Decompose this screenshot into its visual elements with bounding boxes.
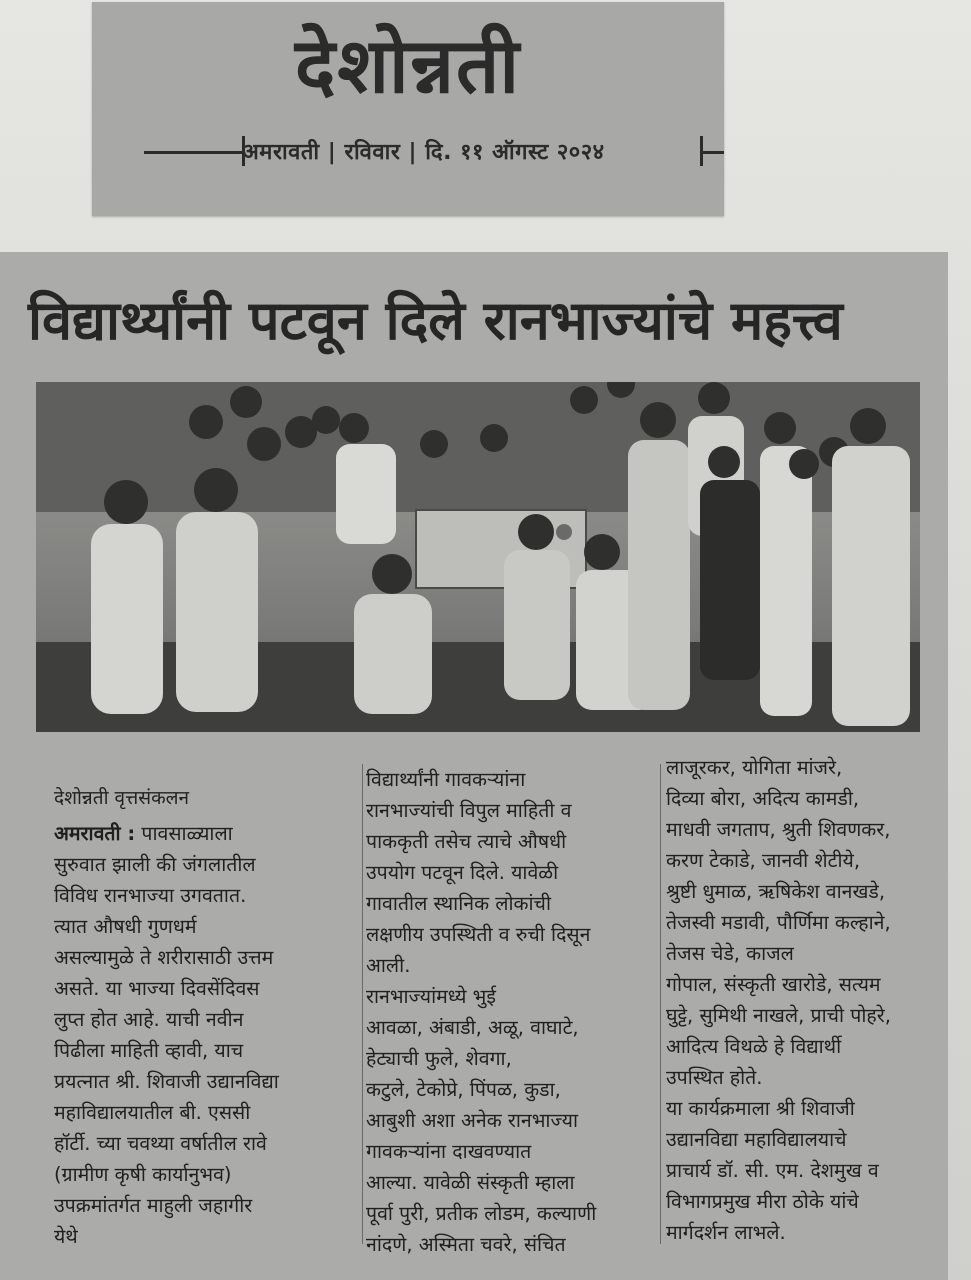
- column-line: (ग्रामीण कृषी कार्यानुभव): [54, 1163, 232, 1186]
- column-line: विविध रानभाज्या उगवतात.: [54, 884, 247, 907]
- article-column-3: [666, 752, 946, 1248]
- column-line: पाककृती तसेच त्याचे औषधी: [366, 830, 567, 853]
- column-line: आली.: [366, 954, 411, 977]
- column-line: रानभाज्यांची विपुल माहिती व: [366, 799, 572, 822]
- column-line: मार्गदर्शन लाभले.: [666, 1221, 786, 1244]
- newspaper-title: देशोन्नती: [294, 21, 522, 110]
- dateline-text: अमरावती | रविवार | दि. ११ ऑगस्ट २०२४: [242, 140, 605, 165]
- column-line: माधवी जगताप, श्रुती शिवणकर,: [666, 818, 891, 841]
- column-line: गावातील स्थानिक लोकांची: [366, 892, 551, 915]
- column-line: आदित्य विथळे हे विद्यार्थी: [666, 1035, 842, 1058]
- news-article: [0, 252, 948, 1280]
- article-column-2: [366, 764, 666, 1260]
- column-line: तेजस चेडे, काजल: [666, 942, 794, 965]
- newspaper-masthead: [92, 2, 724, 216]
- column-line: दिव्या बोरा, अदित्य कामडी,: [666, 787, 860, 810]
- group-photo: [36, 382, 920, 732]
- column-line: तेजस्वी मडावी, पौर्णिमा कल्हाने,: [666, 911, 891, 934]
- column-line: नांदणे, अस्मिता चवरे, संचित: [366, 1233, 566, 1256]
- column-line: करण टेकाडे, जानवी शेटीये,: [666, 849, 861, 872]
- column-line: आवळा, अंबाडी, अळू, वाघाटे,: [366, 1016, 579, 1039]
- article-headline: विद्यार्थ्यांनी पटवून दिले रानभाज्यांचे महत्त्व: [28, 289, 843, 352]
- column-line: महाविद्यालयातील बी. एससी: [54, 1101, 251, 1124]
- column-line: लुप्त होत आहे. याची नवीन: [54, 1008, 244, 1031]
- column-line: [54, 818, 374, 849]
- column-line: येथे: [54, 1225, 78, 1248]
- group-photo-illustration: [36, 382, 920, 732]
- article-byline: देशोन्नती वृत्तसंकलन: [54, 787, 190, 809]
- column-line: घुट्टे, सुमिथी नाखले, प्राची पोहरे,: [666, 1004, 891, 1027]
- column-line: प्रयत्नात श्री. शिवाजी उद्यानविद्या: [54, 1070, 279, 1093]
- column-line: उपक्रमांतर्गत माहुली जहागीर: [54, 1194, 253, 1217]
- column-line: हॉर्टी. च्या चवथ्या वर्षातील रावे: [54, 1132, 267, 1155]
- column-line: कटुले, टेकोप्रे, पिंपळ, कुडा,: [366, 1078, 561, 1101]
- column-line: लाजूरकर, योगिता मांजरे,: [666, 756, 843, 779]
- column-line: गावकऱ्यांना दाखवण्यात: [366, 1140, 532, 1163]
- column-line: उद्यानविद्या महाविद्यालयाचे: [666, 1128, 847, 1151]
- column-line: उपस्थित होते.: [666, 1066, 763, 1089]
- column-line: सुरुवात झाली की जंगलातील: [54, 853, 256, 876]
- column-line: लक्षणीय उपस्थिती व रुची दिसून: [366, 923, 591, 946]
- column-line: रानभाज्यांमध्ये भुई: [366, 985, 496, 1008]
- column-line: उपयोग पटवून दिले. यावेळी: [366, 861, 559, 884]
- column-line: पूर्वा पुरी, प्रतीक लोडम, कल्याणी: [366, 1202, 597, 1225]
- column-line: त्यात औषधी गुणधर्म: [54, 915, 197, 938]
- dateline-rule-left: [144, 151, 244, 154]
- column-line: असल्यामुळे ते शरीरासाठी उत्तम: [54, 946, 274, 969]
- column-line: आबुशी अशा अनेक रानभाज्या: [366, 1109, 578, 1132]
- dateline-place: अमरावती :: [54, 822, 136, 845]
- column-line: विभागप्रमुख मीरा ठोके यांचे: [666, 1190, 859, 1213]
- column-line: असते. या भाज्या दिवसेंदिवस: [54, 977, 260, 1000]
- column-line: हेट्याची फुले, शेवगा,: [366, 1047, 512, 1070]
- dateline: [92, 130, 724, 170]
- column-line: प्राचार्य डॉ. सी. एम. देशमुख व: [666, 1159, 879, 1182]
- article-column-1: [54, 818, 374, 1252]
- column-line: गोपाल, संस्कृती खारोडे, सत्यम: [666, 973, 881, 996]
- column-text: पावसाळ्याला: [141, 822, 233, 845]
- column-line: पिढीला माहिती व्हावी, याच: [54, 1039, 244, 1062]
- column-line: विद्यार्थ्यांनी गावकऱ्यांना: [366, 768, 526, 791]
- column-line: या कार्यक्रमाला श्री शिवाजी: [666, 1097, 855, 1120]
- column-line: आल्या. यावेळी संस्कृती म्हाला: [366, 1171, 575, 1194]
- dateline-rule-right: [702, 151, 724, 154]
- column-line: श्रुष्टी धुमाळ, ऋषिकेश वानखडे,: [666, 880, 886, 903]
